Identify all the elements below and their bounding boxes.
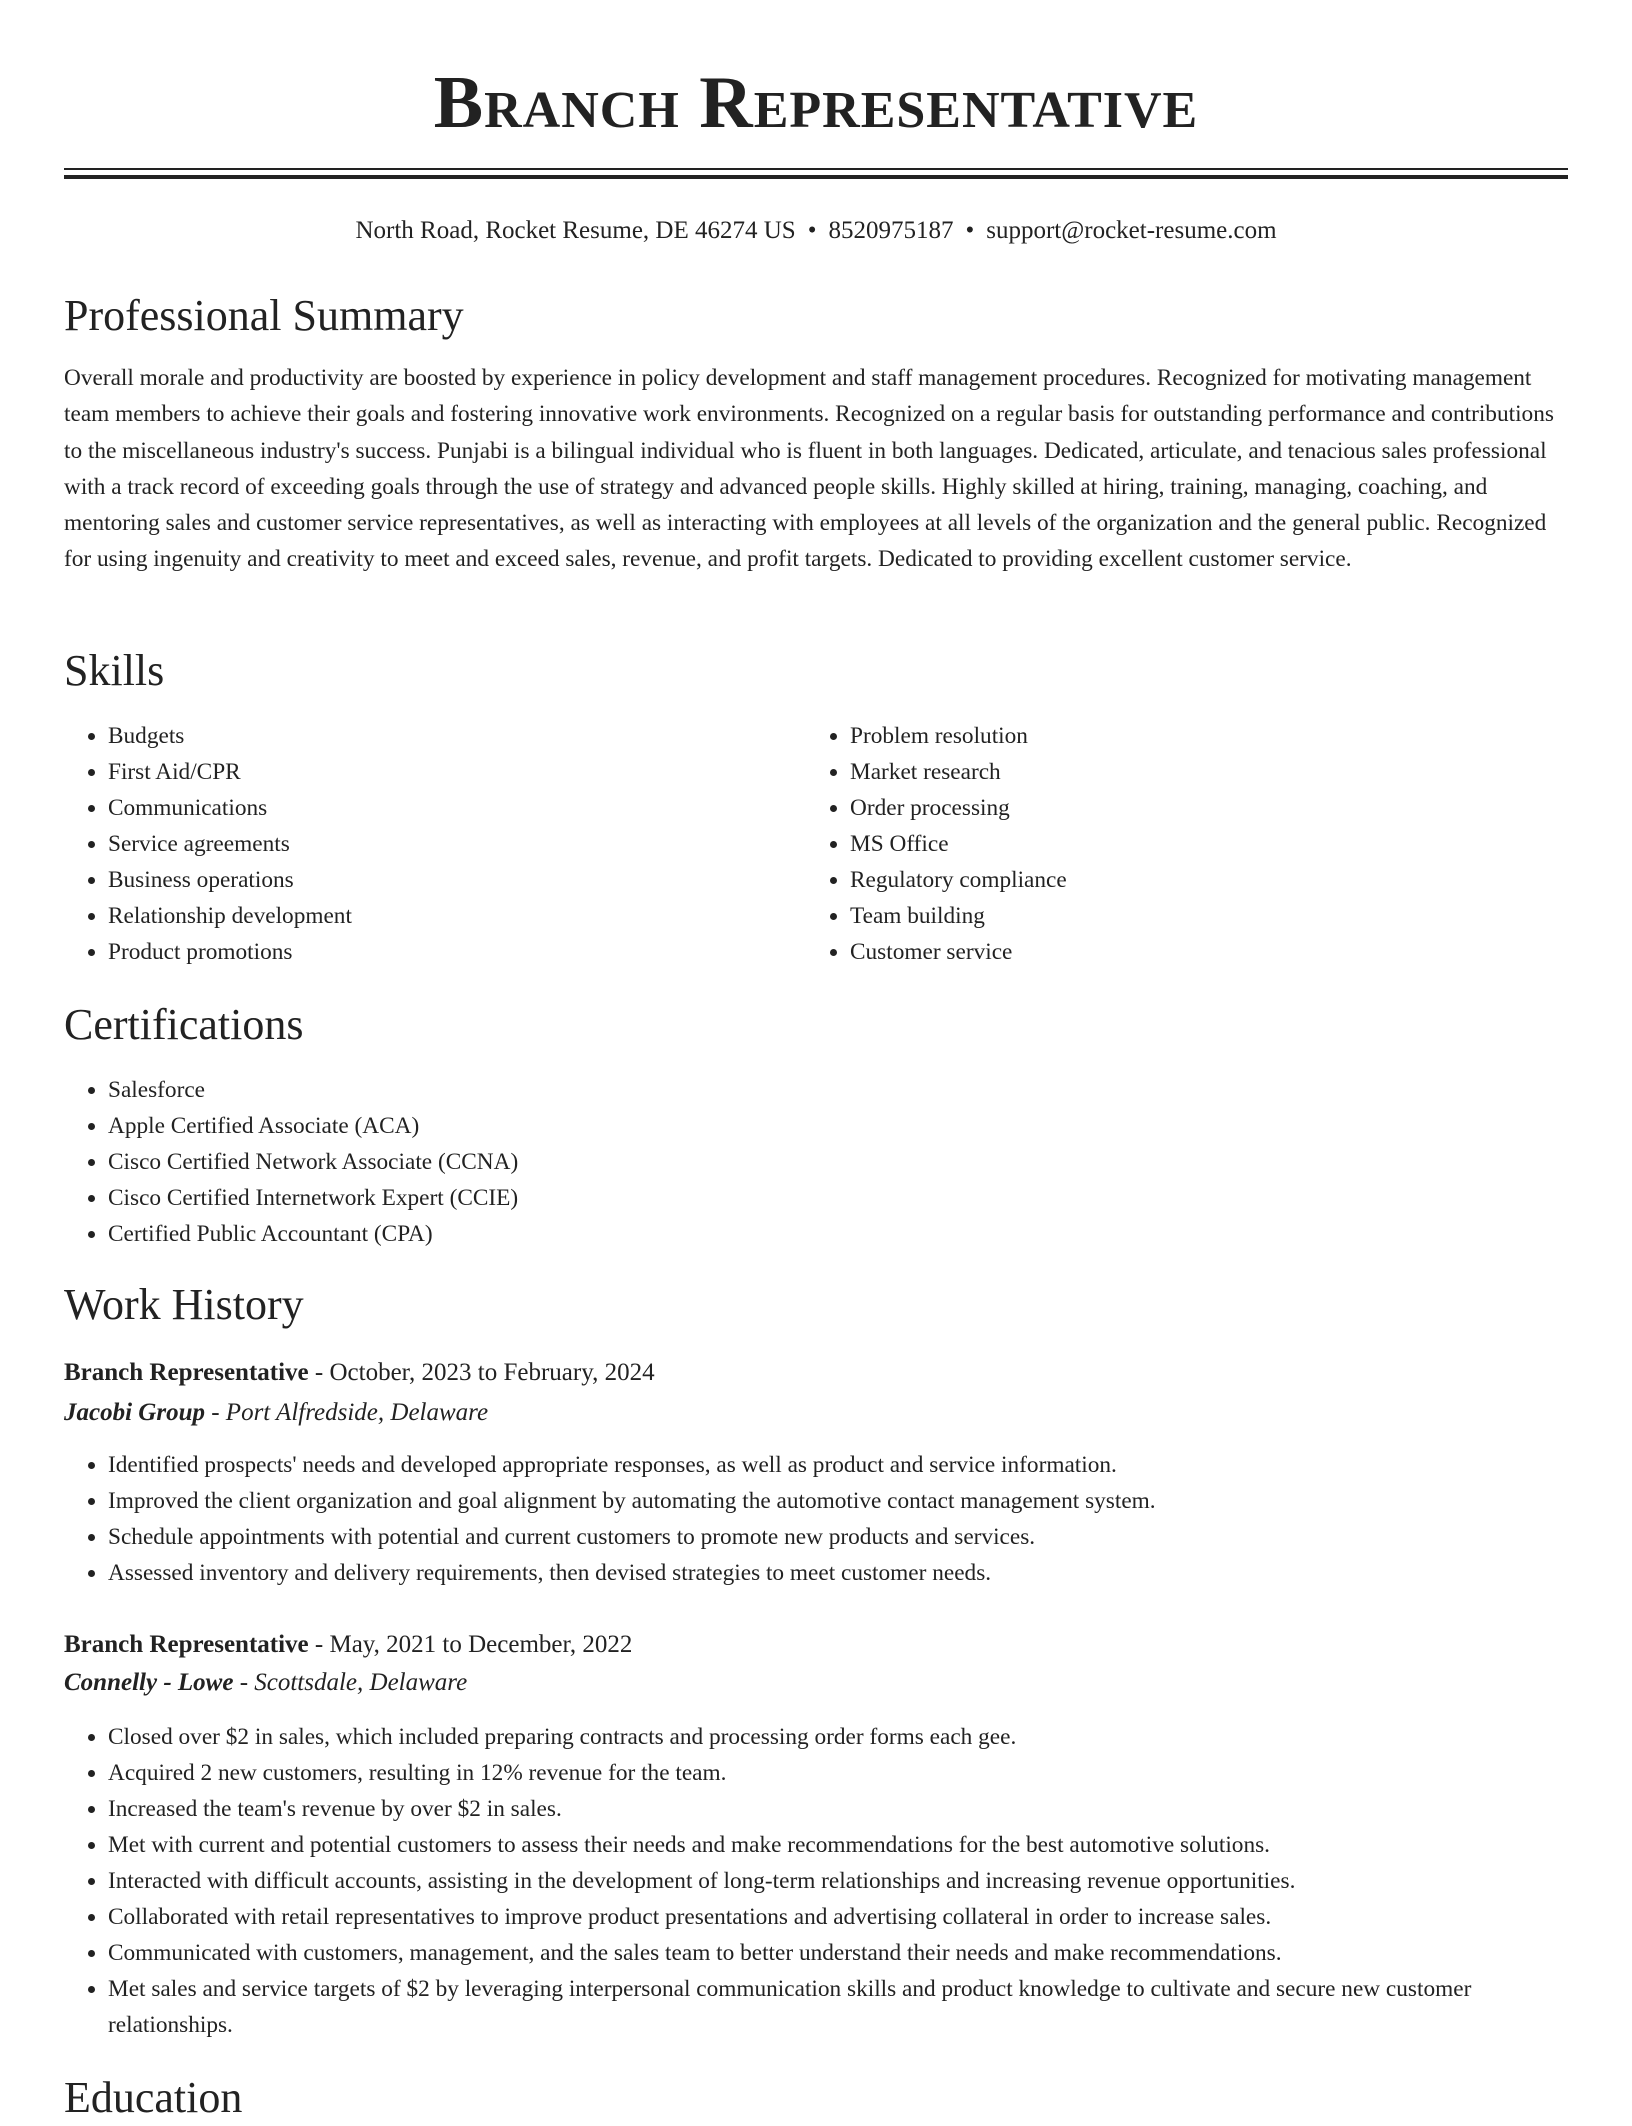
contact-address: North Road, Rocket Resume, DE 46274 US: [355, 217, 796, 244]
certifications-list: [64, 1072, 1568, 1252]
job-bullet: • Assessed inventory and delivery requirements, then devised strategies to meet customer needs.: [108, 1555, 1568, 1591]
job-company-line: [64, 1664, 467, 1702]
job-bullet: • Collaborated with retail representatives to improve product presentations and advertising collateral in order to increase sales.: [108, 1899, 1568, 1935]
title-divider-thin: [64, 168, 1568, 170]
job-bullet: • Communicated with customers, management, and the sales team to better understand their needs and make recommendations.: [108, 1935, 1568, 1971]
skill-item: • Communications: [108, 790, 808, 826]
contact-line: [0, 212, 1632, 250]
job-bullet: • Met with current and potential customers to assess their needs and make recommendations for the best automotive solutions.: [108, 1827, 1568, 1863]
skill-item: • Business operations: [108, 862, 808, 898]
resume-title: Branch Representative: [433, 62, 1199, 144]
skill-item: • Order processing: [850, 790, 1550, 826]
skill-item: • Market research: [850, 754, 1550, 790]
job-bullet: • Identified prospects' needs and developed appropriate responses, as well as product and service information.: [108, 1447, 1568, 1483]
skills-list-left: [64, 718, 808, 970]
job-bullets: [64, 1447, 1568, 1591]
skill-item: • Regulatory compliance: [850, 862, 1550, 898]
certification-item: • Apple Certified Associate (ACA): [108, 1108, 1568, 1144]
job-company-line: [64, 1394, 488, 1432]
job-title: Branch Representative: [64, 1631, 309, 1658]
certification-item: • Certified Public Accountant (CPA): [108, 1216, 1568, 1252]
job-dates: - October, 2023 to February, 2024: [308, 1359, 655, 1386]
job-dates: - May, 2021 to December, 2022: [308, 1631, 633, 1658]
skill-item: • Budgets: [108, 718, 808, 754]
job-bullet: • Acquired 2 new customers, resulting in 12% revenue for the team.: [108, 1755, 1568, 1791]
job-title: Branch Representative: [64, 1359, 309, 1386]
contact-phone: 8520975187: [828, 217, 954, 244]
job-bullet: • Improved the client organization and goal alignment by automating the automotive contact management system.: [108, 1483, 1568, 1519]
job-title-line: [64, 1626, 632, 1664]
job-bullet: • Interacted with difficult accounts, assisting in the development of long-term relationships and increasing revenue opportunities.: [108, 1863, 1568, 1899]
summary-text: Overall morale and productivity are boosted by experience in policy development and staff management procedures. Recognized for motivating management team members to achieve their goals and fostering innovative work environments. Recognized on a regular basis for outstanding performance and contributions to the miscellaneous industry's success. Punjabi is a bilingual individual who is fluent in both languages. Dedicated, articulate, and tenacious sales professional with a track record of exceeding goals through the use of strategy and advanced people skills. Highly skilled at hiring, training, managing, coaching, and mentoring sales and customer service representatives, as well as interacting with employees at all levels of the organization and the general public. Recognized for using ingenuity and creativity to meet and exceed sales, revenue, and profit targets. Dedicated to providing excellent customer service.: [64, 365, 1554, 573]
job-bullet: • Schedule appointments with potential and current customers to promote new products and services.: [108, 1519, 1568, 1555]
contact-separator: •: [807, 217, 817, 244]
job-bullet: • Increased the team's revenue by over $2 in sales.: [108, 1791, 1568, 1827]
skill-item: • Service agreements: [108, 826, 808, 862]
title-divider-thick: [64, 175, 1568, 179]
work-history-heading: Work History: [64, 1280, 304, 1329]
summary-heading: Professional Summary: [64, 291, 464, 340]
job-company: Connelly - Lowe: [64, 1669, 234, 1696]
skill-item: • MS Office: [850, 826, 1550, 862]
job-bullets: [64, 1719, 1568, 2043]
job-location: - Scottsdale, Delaware: [233, 1669, 468, 1696]
skill-item: • First Aid/CPR: [108, 754, 808, 790]
skill-item: • Team building: [850, 898, 1550, 934]
certification-item: • Cisco Certified Internetwork Expert (CCIE): [108, 1180, 1568, 1216]
skills-list-right: [806, 718, 1550, 970]
skills-heading: Skills: [64, 646, 165, 695]
skill-item: • Product promotions: [108, 934, 808, 970]
contact-email[interactable]: support@rocket-resume.com: [986, 217, 1277, 244]
skill-item: • Problem resolution: [850, 718, 1550, 754]
job-bullet: • Closed over $2 in sales, which included preparing contracts and processing order forms each gee.: [108, 1719, 1568, 1755]
certification-item: • Cisco Certified Network Associate (CCNA): [108, 1144, 1568, 1180]
certification-item: • Salesforce: [108, 1072, 1568, 1108]
contact-separator: •: [965, 217, 975, 244]
job-location: - Port Alfredside, Delaware: [204, 1399, 489, 1426]
job-title-line: [64, 1354, 655, 1392]
education-heading: Education: [64, 2073, 243, 2122]
job-company: Jacobi Group: [64, 1399, 205, 1426]
skill-item: • Customer service: [850, 934, 1550, 970]
skill-item: • Relationship development: [108, 898, 808, 934]
certifications-heading: Certifications: [64, 1000, 304, 1049]
job-bullet: • Met sales and service targets of $2 by leveraging interpersonal communication skills and product knowledge to cultivate and secure new customer relationships.: [108, 1971, 1568, 2043]
